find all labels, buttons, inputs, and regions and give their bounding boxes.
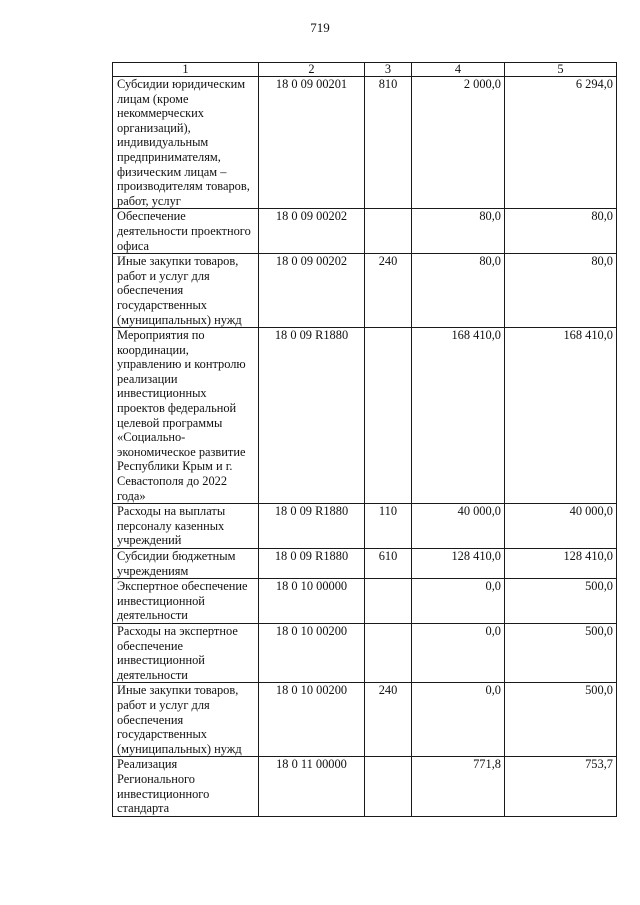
row-col5-amount-cell: 753,7 (505, 757, 617, 816)
row-col5-amount-cell: 500,0 (505, 579, 617, 624)
row-col4-amount-cell: 2 000,0 (412, 77, 505, 209)
row-code-cell: 18 0 09 00202 (259, 254, 365, 328)
row-col4-amount-cell: 771,8 (412, 757, 505, 816)
table-row (113, 254, 617, 328)
row-code-cell: 18 0 09 00202 (259, 209, 365, 254)
row-code-cell: 18 0 10 00200 (259, 683, 365, 757)
row-expense-type-cell (365, 209, 412, 254)
row-col5-amount-cell: 80,0 (505, 209, 617, 254)
column-header-4: 4 (412, 63, 505, 77)
row-col5-amount-cell: 80,0 (505, 254, 617, 328)
row-col4-amount-cell: 128 410,0 (412, 549, 505, 579)
row-name-cell: Иные закупки товаров, работ и услуг для обеспечения государственных (муниципальных) нужд (113, 683, 259, 757)
row-name-cell: Субсидии юридическим лицам (кроме некоммерческих организаций), индивидуальным предпринимателям, физическим лицам – производителям товаров, работ, услуг (113, 77, 259, 209)
row-col4-amount-cell: 80,0 (412, 254, 505, 328)
row-col4-amount-cell: 40 000,0 (412, 504, 505, 549)
row-code-cell: 18 0 10 00000 (259, 579, 365, 624)
row-col5-amount-cell: 128 410,0 (505, 549, 617, 579)
row-expense-type-cell (365, 757, 412, 816)
row-name-cell: Мероприятия по координации, управлению и контролю реализации инвестиционных проектов федеральной целевой программы «Социально-экономическое развитие Республики Крым и г. Севастополя до 2022 года» (113, 328, 259, 504)
row-expense-type-cell (365, 328, 412, 504)
row-name-cell: Расходы на выплаты персоналу казенных учреждений (113, 504, 259, 549)
row-code-cell: 18 0 09 R1880 (259, 328, 365, 504)
row-name-cell: Реализация Регионального инвестиционного стандарта (113, 757, 259, 816)
row-name-cell: Экспертное обеспечение инвестиционной деятельности (113, 579, 259, 624)
column-header-1: 1 (113, 63, 259, 77)
row-name-cell: Иные закупки товаров, работ и услуг для обеспечения государственных (муниципальных) нужд (113, 254, 259, 328)
row-code-cell: 18 0 11 00000 (259, 757, 365, 816)
row-name-cell: Расходы на экспертное обеспечение инвестиционной деятельности (113, 623, 259, 682)
row-name-cell: Обеспечение деятельности проектного офиса (113, 209, 259, 254)
row-col5-amount-cell: 168 410,0 (505, 328, 617, 504)
row-code-cell: 18 0 09 R1880 (259, 504, 365, 549)
row-expense-type-cell: 810 (365, 77, 412, 209)
row-expense-type-cell: 610 (365, 549, 412, 579)
budget-table (112, 62, 617, 817)
row-code-cell: 18 0 09 00201 (259, 77, 365, 209)
table-row (113, 683, 617, 757)
row-col4-amount-cell: 168 410,0 (412, 328, 505, 504)
row-expense-type-cell: 110 (365, 504, 412, 549)
row-expense-type-cell: 240 (365, 254, 412, 328)
row-col5-amount-cell: 500,0 (505, 623, 617, 682)
row-col4-amount-cell: 0,0 (412, 623, 505, 682)
row-code-cell: 18 0 09 R1880 (259, 549, 365, 579)
row-col5-amount-cell: 500,0 (505, 683, 617, 757)
row-expense-type-cell (365, 579, 412, 624)
row-code-cell: 18 0 10 00200 (259, 623, 365, 682)
table-row (113, 209, 617, 254)
table-row (113, 504, 617, 549)
row-name-cell: Субсидии бюджетным учреждениям (113, 549, 259, 579)
column-header-5: 5 (505, 63, 617, 77)
column-header-3: 3 (365, 63, 412, 77)
table-row (113, 549, 617, 579)
column-header-2: 2 (259, 63, 365, 77)
table-row (113, 579, 617, 624)
table-row (113, 757, 617, 816)
table-row (113, 623, 617, 682)
row-col5-amount-cell: 6 294,0 (505, 77, 617, 209)
table-row (113, 77, 617, 209)
page-number: 719 (310, 20, 330, 35)
row-col4-amount-cell: 0,0 (412, 579, 505, 624)
row-expense-type-cell: 240 (365, 683, 412, 757)
row-col5-amount-cell: 40 000,0 (505, 504, 617, 549)
row-col4-amount-cell: 0,0 (412, 683, 505, 757)
table-row (113, 328, 617, 504)
row-col4-amount-cell: 80,0 (412, 209, 505, 254)
table-header-row (113, 63, 617, 77)
row-expense-type-cell (365, 623, 412, 682)
